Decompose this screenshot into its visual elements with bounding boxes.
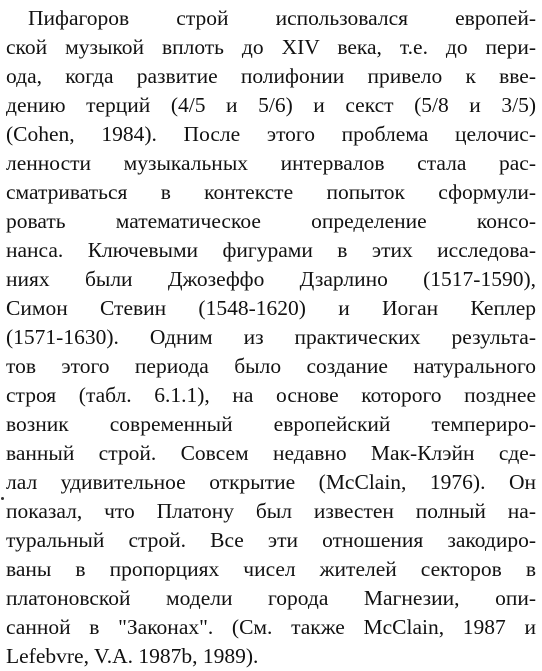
text-line: нанса. Ключевыми фигурами в этих исследова- — [6, 238, 536, 262]
text-line: лал удивительное открытие (McClain, 1976). Он — [6, 470, 536, 494]
text-line: санной в "Законах". (См. также McClain, 1987 и — [6, 615, 536, 639]
text-line: платоновской модели города Магнезии, опи- — [6, 586, 536, 610]
text-line: Симон Стевин (1548-1620) и Иоган Кеплер — [6, 296, 536, 320]
text-line: сматриваться в контексте попыток сформули- — [6, 180, 536, 204]
text-line: ода, когда развитие полифонии привело к вве- — [6, 64, 536, 88]
margin-speck — [1, 497, 4, 500]
text-line: (1571-1630). Одним из практических результа- — [6, 325, 536, 349]
text-line: Пифагоров строй использовался европей- — [28, 6, 536, 30]
text-line: ванный строй. Совсем недавно Мак-Клэйн сде- — [6, 441, 536, 465]
text-line: дению терций (4/5 и 5/6) и секст (5/8 и 3/5) — [6, 93, 536, 117]
text-line: ниях были Джозеффо Дзарлино (1517-1590), — [6, 267, 536, 291]
text-line: показал, что Платону был известен полный на- — [6, 499, 536, 523]
text-line: тов этого периода было создание натурального — [6, 354, 536, 378]
text-line: (Cohen, 1984). После этого проблема целочис- — [6, 122, 536, 146]
body-paragraph — [6, 4, 536, 671]
text-line: ской музыкой вплоть до XIV века, т.е. до пери- — [6, 35, 536, 59]
text-line: туральный строй. Все эти отношения закодиро- — [6, 528, 536, 552]
text-line: Lefebvre, V.A. 1987b, 1989). — [6, 644, 259, 668]
text-line: ровать математическое определение консо- — [6, 209, 536, 233]
text-line: ленности музыкальных интервалов стала рас- — [6, 151, 536, 175]
text-line: возник современный европейский темпериро- — [6, 412, 536, 436]
text-line: ваны в пропорциях чисел жителей секторов в — [6, 557, 536, 581]
text-line: строя (табл. 6.1.1), на основе которого позднее — [6, 383, 536, 407]
